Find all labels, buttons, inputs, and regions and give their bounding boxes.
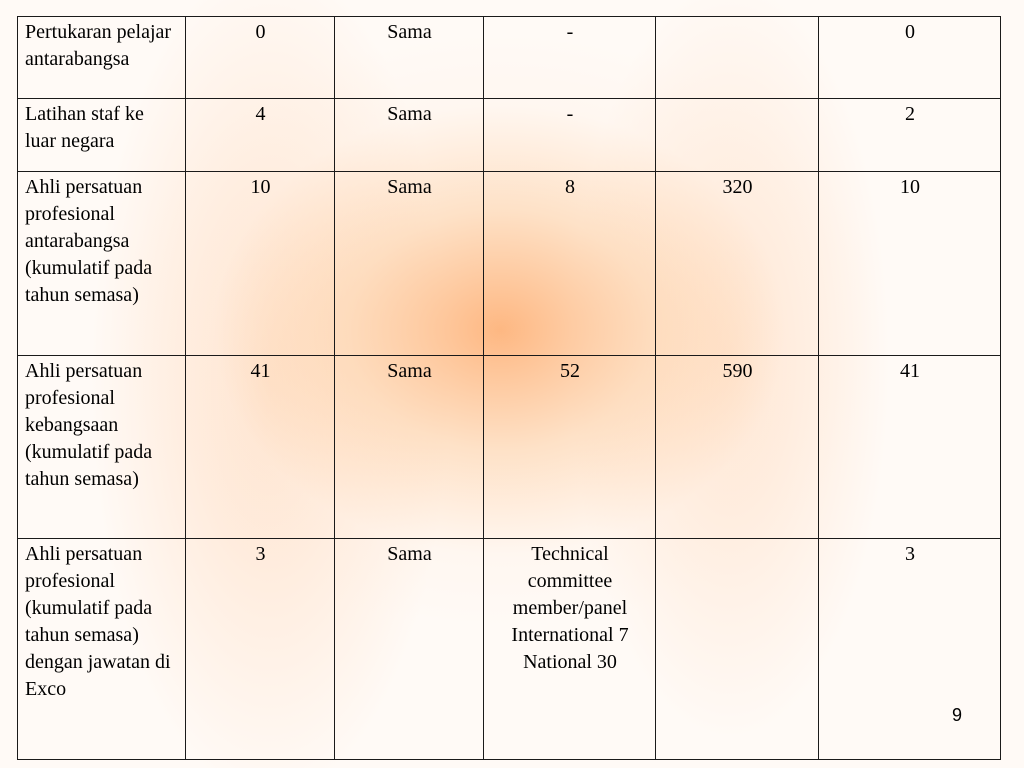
row-achieved: 2 (819, 99, 1001, 172)
row-label: Latihan staf ke luar negara (18, 99, 186, 172)
row-status: Sama (335, 356, 484, 539)
row-status: Sama (335, 99, 484, 172)
row-value: 4 (186, 99, 335, 172)
row-target: Technical committee member/panel International 7 National 30 (484, 539, 656, 760)
row-extra (656, 99, 819, 172)
row-label: Ahli persatuan profesional antarabangsa (kumulatif pada tahun semasa) (18, 172, 186, 356)
row-value: 3 (186, 539, 335, 760)
row-label: Ahli persatuan profesional kebangsaan (kumulatif pada tahun semasa) (18, 356, 186, 539)
row-label: Ahli persatuan profesional (kumulatif pada tahun semasa) dengan jawatan di Exco (18, 539, 186, 760)
page-number: 9 (951, 705, 962, 725)
row-achieved: 3 (819, 539, 1001, 760)
row-extra (656, 17, 819, 99)
row-label: Pertukaran pelajar antarabangsa (18, 17, 186, 99)
row-extra (656, 539, 819, 760)
row-extra: 320 (656, 172, 819, 356)
row-extra: 590 (656, 356, 819, 539)
row-achieved: 41 (819, 356, 1001, 539)
table-row (18, 99, 1001, 172)
table-row (18, 17, 1001, 99)
row-achieved: 0 (819, 17, 1001, 99)
table-row (18, 356, 1001, 539)
row-status: Sama (335, 17, 484, 99)
row-status: Sama (335, 539, 484, 760)
row-achieved: 10 (819, 172, 1001, 356)
row-target: - (484, 17, 656, 99)
row-value: 10 (186, 172, 335, 356)
row-status: Sama (335, 172, 484, 356)
table-row (18, 539, 1001, 760)
table-row (18, 172, 1001, 356)
row-target: - (484, 99, 656, 172)
row-value: 41 (186, 356, 335, 539)
data-table (17, 16, 1001, 760)
row-target: 52 (484, 356, 656, 539)
row-target: 8 (484, 172, 656, 356)
row-value: 0 (186, 17, 335, 99)
